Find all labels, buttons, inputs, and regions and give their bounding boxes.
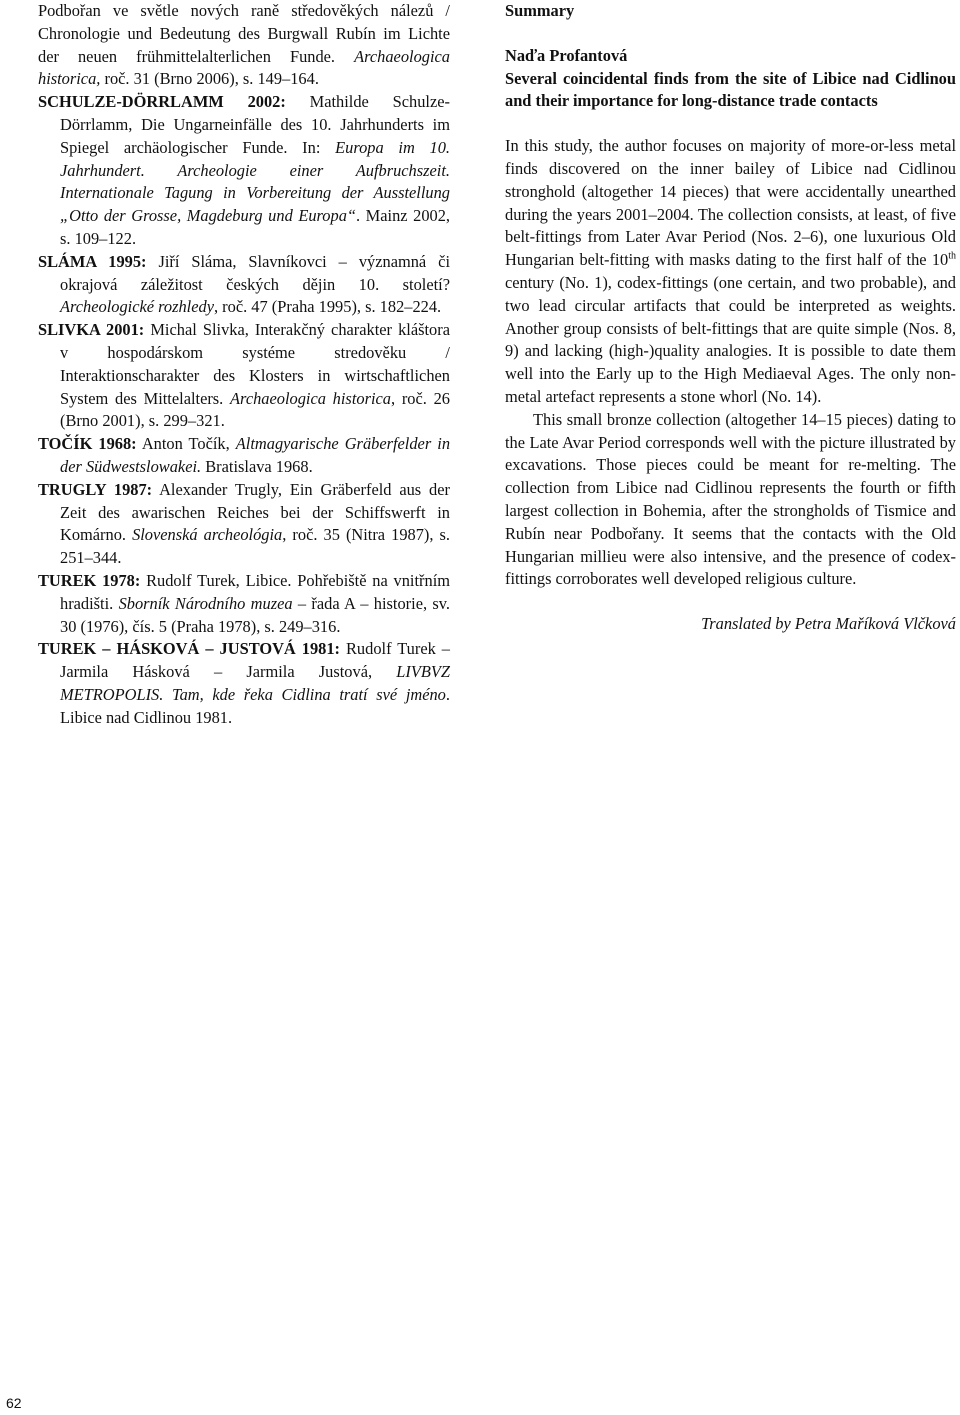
summary-author: Naďa Profantová [505,45,628,65]
reference-key: TUREK – HÁSKOVÁ – JUSTOVÁ 1981: [38,639,340,659]
reference-italic: Altmagyarische Gräberfelder in der Südwestslowakei. [60,434,451,476]
reference-italic: Sborník Národního muzea [118,593,293,613]
ref-text: Podbořan ve světle nových raně středověkých nálezů / Chronologie und Bedeutung des Burgwall Rubín im Lichte der neuen frühmittelalterlichen Funde. [38,1,450,66]
reference-item [38,251,450,319]
reference-text: , roč. 47 (Praha 1995), s. 182–224. [213,297,442,317]
reference-text: Mathilde Schulze-Dörrlamm, Die Ungarneinfälle des 10. Jahrhunderts im Spiegel archäologischer Funde. In: [60,92,450,157]
reference-text: Anton Točík, [141,434,236,454]
reference-list [38,91,450,729]
reference-key: TOČÍK 1968: [38,434,137,454]
reference-item [38,433,450,479]
reference-italic: Europa im 10. Jahrhundert. Archeologie einer Aufbruchszeit. Internationale Tagung in Vorbereitung der Ausstellung „Otto der Grosse, Magdeburg und Europa“ [60,137,451,226]
reference-key: TUREK 1978: [38,570,141,590]
ref-journal: Archaeologica historica, [38,46,450,89]
reference-item [38,319,450,433]
reference-italic: LIVBVZ METROPOLIS. Tam, kde řeka Cidlina tratí své jméno [60,662,450,704]
translator-credit: Translated by Petra Maříková Vlčková [701,614,956,634]
summary-column [505,0,956,652]
reference-item [38,91,450,251]
reference-text: Rudolf Turek, Libice. Pohřebiště na vnitřním hradišti. [60,570,450,613]
superscript: th [948,250,956,262]
reference-key: SLIVKA 2001: [38,320,145,340]
reference-italic: Archaeologica historica [230,388,391,408]
reference-text: . Mainz 2002, s. 109–122. [60,206,450,248]
summary-paragraph-2: This small bronze collection (altogether 14–15 pieces) dating to the Late Avar Period corresponds well with the picture illustrated by excavations. Those pieces could be meant for re-melting. The collection from Libice nad Cidlinou represents the fourth or fifth largest collection in Bohemia, after the strongholds of Tismice and Rubín near Podbořany. It seems that the contacts with the Old Hungarian millieu were also intensive, and the presence of codex-fittings corroborates well developed religious culture. [505,409,956,589]
summary-title: Several coincidental finds from the site of Libice nad Cidlinou and their importance for long-distance trade contacts [505,68,956,111]
reference-text: , roč. 35 (Nitra 1987), s. 251–344. [60,525,450,568]
reference-key: SCHULZE-DÖRRLAMM 2002: [38,92,286,112]
reference-text: Jiří Sláma, Slavníkovci – významná či okrajová záležitost českých dějin 10. století? [60,251,450,294]
reference-text: Rudolf Turek – Jarmila Hásková – Jarmila Justová, [60,639,450,682]
reference-continuation [38,0,450,91]
page-number: 62 [6,1395,22,1411]
reference-item [38,479,450,570]
reference-key: SLÁMA 1995: [38,251,147,271]
reference-text: Michal Slivka, Interakčný charakter kláštora v hospodárskom systéme stredověku / Interaktionscharakter des Klosters in wirtschaftlichen System des Mittelalters. [60,320,450,408]
reference-key: TRUGLY 1987: [38,479,153,499]
reference-italic: Archeologické rozhledy [60,297,214,317]
references-column [38,0,450,730]
para-text: In this study, the author focuses on majority of more-or-less metal finds discovered on the inner bailey of Libice nad Cidlinou stronghold (altogether 14 pieces) that were accidentally unearthed during the years 2001–2004. The collection consists, at least, of five belt-fittings from Later Avar Period (Nos. 2–6), one luxurious Old Hungarian belt-fitting with masks dating to the first half of the 10 [505,136,956,270]
reference-item [38,570,450,638]
reference-text: Alexander Trugly, Ein Gräberfeld aus der Zeit des awarischen Reiches bei der Schiffswerft in Komárno. [60,479,450,545]
reference-text: – řada A – historie, sv. 30 (1976), čís. 5 (Praha 1978), s. 249–316. [60,593,450,636]
ref-text: roč. 31 (Brno 2006), s. 149–164. [104,69,319,89]
reference-italic: Slovenská archeológia [132,525,283,545]
reference-text: . Libice nad Cidlinou 1981. [60,684,450,727]
para-text: century (No. 1), codex-fittings (one certain, and two probable), and two lead circular artifacts that could be interpreted as weights. Another group consists of belt-fittings that are quite simple (Nos. 8, 9) and lacking (high-)quality analogies. It is possible to date them well into the Early up to the High Mediaeval Ages. The only non-metal artefact represents a stone whorl (No. 14). [505,272,956,406]
summary-heading: Summary [505,1,575,20]
reference-text: , roč. 26 (Brno 2001), s. 299–321. [60,388,450,431]
reference-text: Bratislava 1968. [201,456,313,476]
summary-paragraph-1 [505,135,956,409]
reference-item [38,638,450,729]
